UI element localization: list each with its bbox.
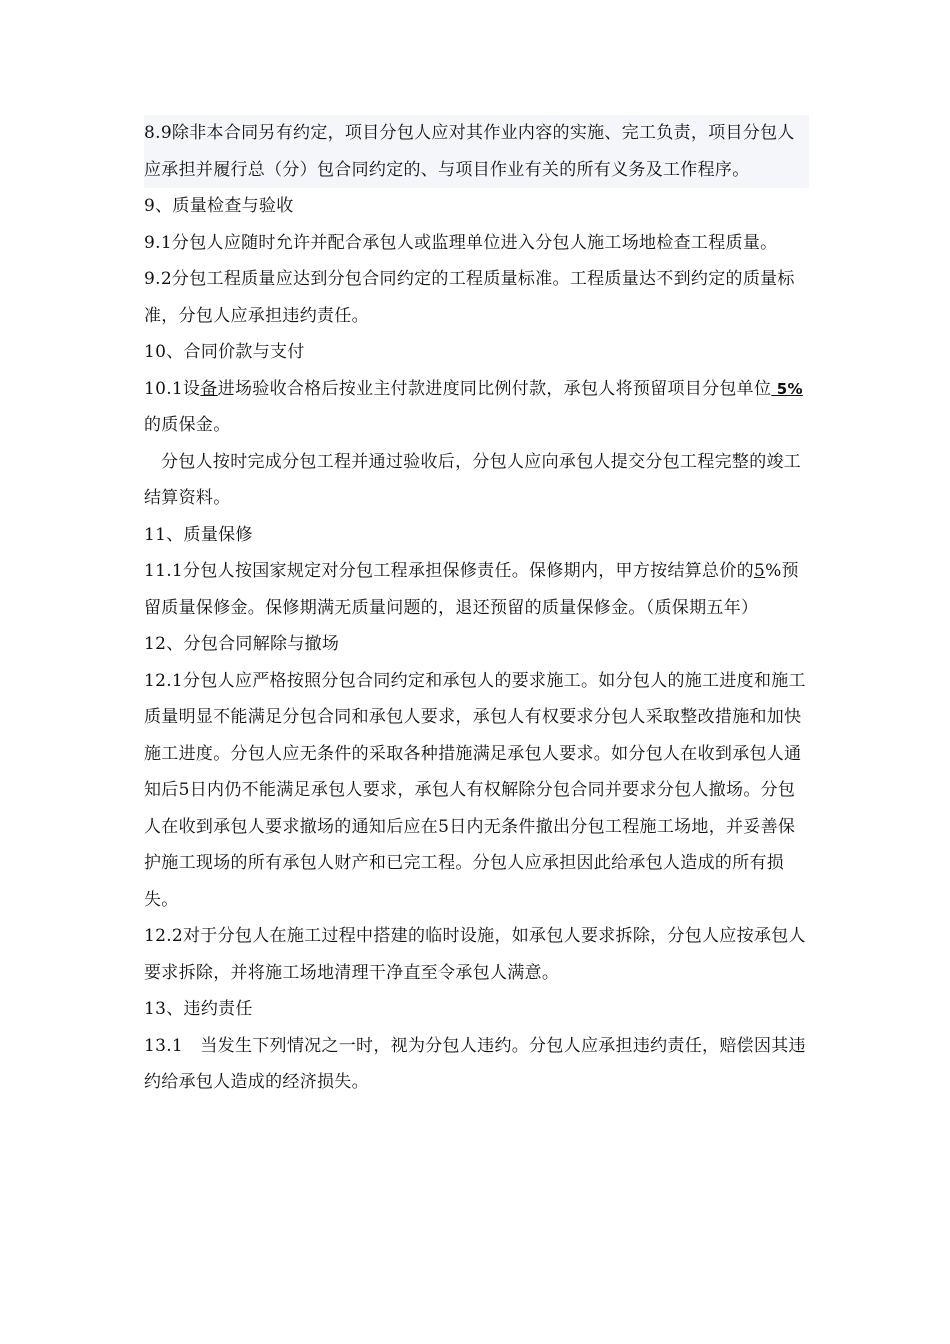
section-10-heading: 10、合同价款与支付 [144, 342, 305, 362]
clause-11-1 [144, 553, 809, 626]
clause-12-1: 12.1分包人应严格按照分包合同约定和承包人的要求施工。如分包人的施工进度和施工质量明显不能满足分包合同和承包人要求，承包人有权要求分包人采取整改措施和加快施工进度。分包人应无条件的采取各种措施满足承包人要求。如分包人在收到承包人通知后5日内仍不能满足承包人要求，承包人有权解除分包合同并要求分包人撤场。分包人在收到承包人要求撤场的通知后应在5日内无条件撤出分包工程施工场地，并妥善保护施工现场的所有承包人财产和已完工程。分包人应承担因此给承包人造成的所有损失。 [144, 670, 806, 910]
clause-13-1: 13.1 当发生下列情况之一时，视为分包人违约。分包人应承担违约责任，赔偿因其违约给承包人造成的经济损失。 [144, 1035, 806, 1092]
clause-10-1-underlined-char: 备 [200, 378, 218, 399]
clause-10-1-part-a: 10.1设 [144, 378, 201, 399]
clause-12-2: 12.2对于分包人在施工过程中搭建的临时设施，如承包人要求拆除，分包人应按承包人要求拆除，并将施工场地清理干净直至令承包人满意。 [144, 926, 806, 983]
clause-8-9: 8.9除非本合同另有约定，项目分包人应对其作业内容的实施、完工负责，项目分包人应承担并履行总（分）包合同约定的、与项目作业有关的所有义务及工作程序。 [144, 115, 809, 188]
clause-9-2: 9.2分包工程质量应达到分包合同约定的工程质量标准。工程质量达不到约定的质量标准，分包人应承担违约责任。 [144, 269, 795, 326]
clause-9-1: 9.1分包人应随时允许并配合承包人或监理单位进入分包人施工场地检查工程质量。 [144, 232, 778, 253]
section-13-heading: 13、违约责任 [144, 999, 253, 1019]
section-12-heading: 12、分包合同解除与撤场 [144, 634, 340, 654]
clause-10-1-part-c: 进场验收合格后按业主付款进度同比例付款，承包人将预留项目分包单位 [217, 378, 772, 399]
document-body [144, 115, 809, 1101]
clause-10-1-part-e: 的质保金。 [144, 415, 231, 435]
clause-10-2: 分包人按时完成分包工程并通过验收后，分包人应向承包人提交分包工程完整的竣工结算资料。 [144, 451, 802, 508]
clause-10-1 [144, 371, 809, 444]
warranty-percent: 5 [753, 561, 766, 581]
clause-11-1-part-a: 11.1分包人按国家规定对分包工程承担保修责任。保修期内，甲方按结算总价的 [144, 561, 754, 581]
retention-percent: 5% [771, 379, 803, 398]
clause-11-1-part-c: %预留质量保修金。保修期满无质量问题的，退还预留的质量保修金。（质保期五年） [144, 561, 799, 618]
section-11-heading: 11、质量保修 [144, 524, 253, 545]
section-9-heading: 9、质量检查与验收 [144, 196, 294, 216]
